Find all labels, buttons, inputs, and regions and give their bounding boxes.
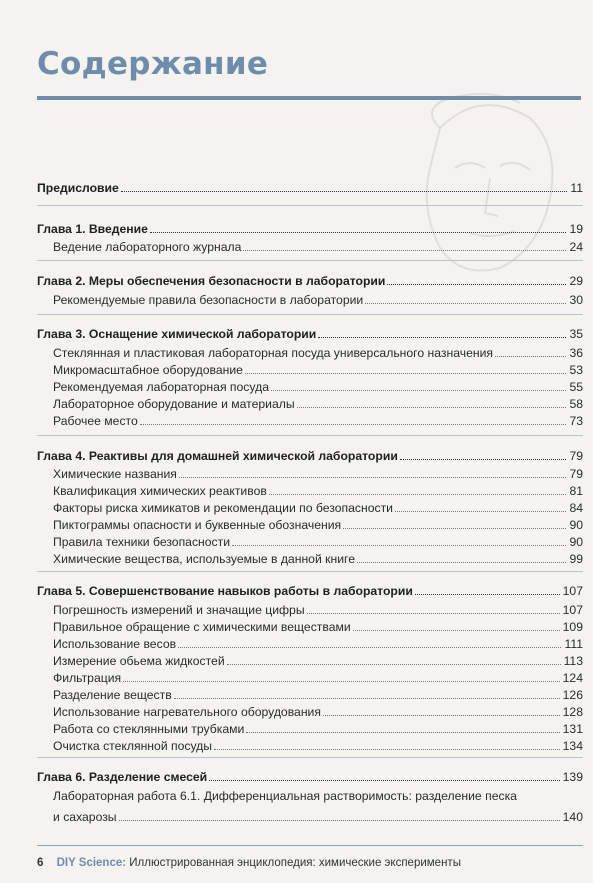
toc-page-number: 58 [569, 397, 583, 411]
toc-section-entry [53, 516, 583, 532]
dot-leader [245, 372, 566, 374]
toc-entry-label: Стеклянная и пластиковая лабораторная посуда универсального назначения [53, 346, 493, 360]
toc-page-number: 35 [569, 327, 583, 341]
toc-page-number: 107 [562, 584, 583, 598]
toc-section-entry [53, 808, 583, 824]
section-divider [37, 757, 583, 758]
toc-page-number: 79 [569, 467, 583, 481]
section-divider [37, 435, 583, 436]
toc-chapter-entry [37, 768, 583, 784]
toc-section-entry [53, 601, 583, 617]
dot-leader [179, 476, 567, 478]
toc-page-number: 140 [562, 810, 583, 824]
toc-section-entry [53, 686, 583, 702]
page-number: 6 [37, 857, 44, 869]
toc-section-entry [53, 344, 583, 360]
toc-page-number: 128 [562, 705, 583, 719]
dot-leader [174, 697, 560, 699]
toc-page-number: 30 [569, 293, 583, 307]
toc-entry-label: Факторы риска химикатов и рекомендации по безопасности [53, 501, 393, 515]
toc-section-entry [53, 703, 583, 719]
toc-page-number: 113 [563, 654, 583, 668]
toc-entry-label: Рабочее место [53, 414, 138, 428]
toc-entry-label: Химические вещества, используемые в данной книге [53, 552, 355, 566]
dot-leader [246, 731, 559, 733]
section-divider [37, 205, 583, 206]
dot-leader [307, 612, 560, 614]
toc-section-entry [53, 395, 583, 411]
toc-entry-label: Использование нагревательного оборудования [53, 705, 321, 719]
dot-leader [209, 779, 559, 781]
toc-entry-label: Правильное обращение с химическими веществами [53, 620, 351, 634]
toc-chapter-entry [37, 179, 583, 195]
dot-leader [232, 544, 566, 546]
toc-page-number: 81 [569, 484, 583, 498]
dot-leader [214, 748, 560, 750]
toc-entry-label: и сахарозы [53, 810, 117, 824]
dot-leader [495, 355, 566, 357]
toc-page-number: 55 [569, 380, 583, 394]
toc-entry-label: Очистка стеклянной посуды [53, 739, 213, 753]
dot-leader [123, 680, 560, 682]
toc-page-number: 36 [569, 346, 583, 360]
toc-page-number: 90 [569, 535, 583, 549]
toc-page-number: 109 [562, 620, 583, 634]
page-footer [37, 857, 461, 869]
toc-entry-label: Использование весов [53, 637, 177, 651]
toc-entry-label: Глава 6. Разделение смесей [37, 770, 208, 784]
dot-leader [395, 510, 566, 512]
toc-page-number: 90 [569, 518, 583, 532]
toc-entry-label: Микромасштабное оборудование [53, 363, 243, 377]
toc-section-entry [53, 499, 583, 515]
dot-leader [387, 283, 566, 285]
toc-page-number: 99 [569, 552, 583, 566]
toc-entry-label: Ведение лабораторного журнала [53, 240, 242, 254]
toc-entry-label: Глава 4. Реактивы для домашней химической лаборатории [37, 449, 398, 463]
toc-chapter-entry [37, 325, 583, 341]
dot-leader [269, 493, 567, 495]
toc-chapter-entry [37, 447, 583, 463]
toc-page-number: 53 [569, 363, 583, 377]
toc-section-entry [53, 238, 583, 254]
toc-section-entry [53, 412, 583, 428]
toc-section-entry [53, 550, 583, 566]
toc-entry-label: Предисловие [37, 181, 119, 195]
dot-leader [271, 389, 566, 391]
toc-section-entry [53, 533, 583, 549]
toc-page-number: 84 [569, 501, 583, 515]
dot-leader [150, 231, 567, 233]
title-underline [37, 96, 581, 100]
toc-entry-label: Глава 1. Введение [37, 222, 148, 236]
toc-page-number: 107 [562, 603, 583, 617]
toc-entry-label: Рекомендуемая лабораторная посуда [53, 380, 269, 394]
toc-entry-label: Глава 3. Оснащение химической лаборатории [37, 327, 317, 341]
dot-leader [121, 190, 568, 192]
toc-section-entry [53, 378, 583, 394]
section-divider [37, 260, 583, 261]
toc-entry-label: Фильтрация [53, 671, 122, 685]
dot-leader [400, 458, 567, 460]
toc-entry-label: Рекомендуемые правила безопасности в лаборатории [53, 293, 364, 307]
toc-entry-label: Погрешность измерений и значащие цифры [53, 603, 305, 617]
dot-leader [178, 646, 561, 648]
toc-page-number: 19 [569, 222, 583, 236]
toc-entry-label: Лабораторная работа 6.1. Дифференциальная растворимость: разделение песка [53, 789, 517, 803]
toc-page-number: 79 [569, 449, 583, 463]
section-divider [37, 314, 583, 315]
toc-page-number: 139 [562, 770, 583, 784]
dot-leader [297, 406, 567, 408]
toc-page-number: 131 [562, 722, 583, 736]
series-brand: DIY Science: [56, 857, 127, 869]
dot-leader [243, 249, 566, 251]
toc-page-number: 134 [562, 739, 583, 753]
dot-leader [343, 527, 566, 529]
toc-entry-label: Пиктограммы опасности и буквенные обозначения [53, 518, 342, 532]
toc-section-entry [53, 465, 583, 481]
toc-entry-label: Квалификация химических реактивов [53, 484, 267, 498]
toc-page-number: 11 [570, 181, 583, 195]
toc-page-number: 73 [569, 414, 583, 428]
toc-entry-label: Глава 2. Меры обеспечения безопасности в лаборатории [37, 274, 386, 288]
dot-leader [227, 663, 561, 665]
toc-entry-label: Лабораторное оборудование и материалы [53, 397, 295, 411]
footer-divider [37, 845, 583, 846]
toc-entry-label: Глава 5. Совершенствование навыков работы в лаборатории [37, 584, 413, 598]
toc-section-entry [53, 291, 583, 307]
toc-section-entry [53, 669, 583, 685]
toc-section-entry [53, 361, 583, 377]
toc-page-number: 126 [562, 688, 583, 702]
toc-section-entry [53, 482, 583, 498]
toc-entry-label: Химические названия [53, 467, 177, 481]
toc-entry-label: Разделение веществ [53, 688, 172, 702]
toc-page-number: 24 [569, 240, 583, 254]
toc-entry-label: Работа со стеклянными трубками [53, 722, 245, 736]
toc-chapter-entry [37, 582, 583, 598]
toc-page-number: 124 [562, 671, 583, 685]
toc-section-entry [53, 720, 583, 736]
toc-section-entry [53, 652, 583, 668]
toc-page-number: 111 [564, 637, 583, 651]
dot-leader [140, 423, 567, 425]
dot-leader [415, 593, 560, 595]
toc-entry-label: Правила техники безопасности [53, 535, 231, 549]
dot-leader [357, 561, 566, 563]
toc-page-number: 29 [569, 274, 583, 288]
toc-section-entry [53, 737, 583, 753]
toc-section-entry [53, 635, 583, 651]
toc-section-entry [53, 618, 583, 634]
dot-leader [318, 336, 566, 338]
section-divider [37, 571, 583, 572]
dot-leader [365, 302, 566, 304]
dot-leader [323, 714, 560, 716]
page-title: Содержание [37, 46, 269, 82]
dot-leader [119, 819, 560, 821]
toc-entry-label: Измерение обьема жидкостей [53, 654, 225, 668]
toc-chapter-entry [37, 272, 583, 288]
book-subtitle: Иллюстрированная энциклопедия: химические эксперименты [129, 857, 461, 869]
dot-leader [353, 629, 560, 631]
toc-chapter-entry [37, 220, 583, 236]
